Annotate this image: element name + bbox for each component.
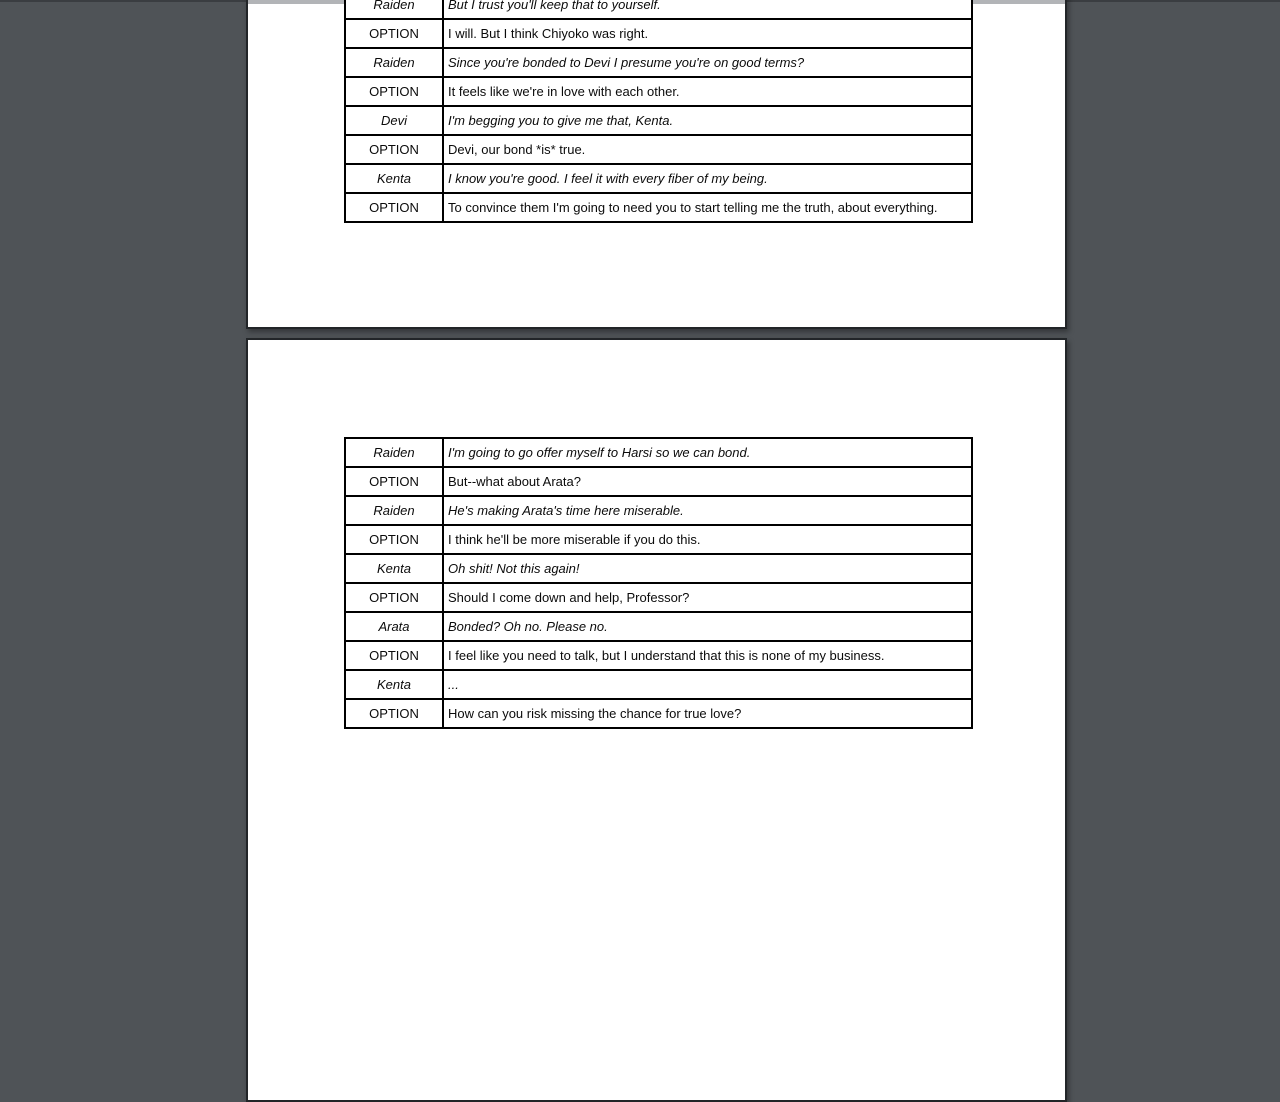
dialogue-row	[345, 164, 972, 193]
dialogue-cell: How can you risk missing the chance for true love?	[443, 699, 972, 728]
speaker-cell: OPTION	[345, 135, 443, 164]
dialogue-cell: ...	[443, 670, 972, 699]
dialogue-cell: Since you're bonded to Devi I presume you're on good terms?	[443, 48, 972, 77]
dialogue-row	[345, 48, 972, 77]
dialogue-row	[345, 525, 972, 554]
dialogue-row	[345, 438, 972, 467]
speaker-cell: OPTION	[345, 77, 443, 106]
dialogue-row	[345, 77, 972, 106]
speaker-cell: OPTION	[345, 699, 443, 728]
dialogue-cell: But--what about Arata?	[443, 467, 972, 496]
speaker-cell: OPTION	[345, 193, 443, 222]
speaker-cell: Raiden	[345, 0, 443, 19]
page-1	[246, 0, 1067, 329]
dialogue-cell: I will. But I think Chiyoko was right.	[443, 19, 972, 48]
dialogue-row	[345, 583, 972, 612]
speaker-cell: Arata	[345, 612, 443, 641]
dialogue-cell: I'm begging you to give me that, Kenta.	[443, 106, 972, 135]
dialogue-row	[345, 467, 972, 496]
dialogue-cell: I know you're good. I feel it with every fiber of my being.	[443, 164, 972, 193]
speaker-cell: OPTION	[345, 467, 443, 496]
speaker-cell: Kenta	[345, 164, 443, 193]
dialogue-row	[345, 641, 972, 670]
dialogue-cell: I feel like you need to talk, but I understand that this is none of my business.	[443, 641, 972, 670]
dialogue-cell: But I trust you'll keep that to yourself.	[443, 0, 972, 19]
dialogue-row	[345, 135, 972, 164]
speaker-cell: OPTION	[345, 525, 443, 554]
dialogue-row	[345, 699, 972, 728]
dialogue-row	[345, 19, 972, 48]
speaker-cell: Raiden	[345, 438, 443, 467]
speaker-cell: OPTION	[345, 583, 443, 612]
speaker-cell: OPTION	[345, 641, 443, 670]
dialogue-cell: He's making Arata's time here miserable.	[443, 496, 972, 525]
dialogue-row	[345, 0, 972, 19]
page-2	[246, 338, 1067, 1102]
dialogue-row	[345, 193, 972, 222]
dialogue-cell: Devi, our bond *is* true.	[443, 135, 972, 164]
dialogue-table-page-2	[344, 437, 973, 729]
speaker-cell: Kenta	[345, 554, 443, 583]
dialogue-row	[345, 612, 972, 641]
dialogue-cell: I think he'll be more miserable if you do this.	[443, 525, 972, 554]
dialogue-table-page-1	[344, 0, 973, 223]
speaker-cell: OPTION	[345, 19, 443, 48]
speaker-cell: Raiden	[345, 48, 443, 77]
dialogue-row	[345, 106, 972, 135]
dialogue-cell: Bonded? Oh no. Please no.	[443, 612, 972, 641]
dialogue-cell: To convince them I'm going to need you to start telling me the truth, about everything.	[443, 193, 972, 222]
speaker-cell: Raiden	[345, 496, 443, 525]
dialogue-cell: Should I come down and help, Professor?	[443, 583, 972, 612]
speaker-cell: Devi	[345, 106, 443, 135]
speaker-cell: Kenta	[345, 670, 443, 699]
dialogue-row	[345, 554, 972, 583]
dialogue-cell: Oh shit! Not this again!	[443, 554, 972, 583]
dialogue-cell: I'm going to go offer myself to Harsi so we can bond.	[443, 438, 972, 467]
dialogue-cell: It feels like we're in love with each other.	[443, 77, 972, 106]
dialogue-row	[345, 496, 972, 525]
dialogue-row	[345, 670, 972, 699]
